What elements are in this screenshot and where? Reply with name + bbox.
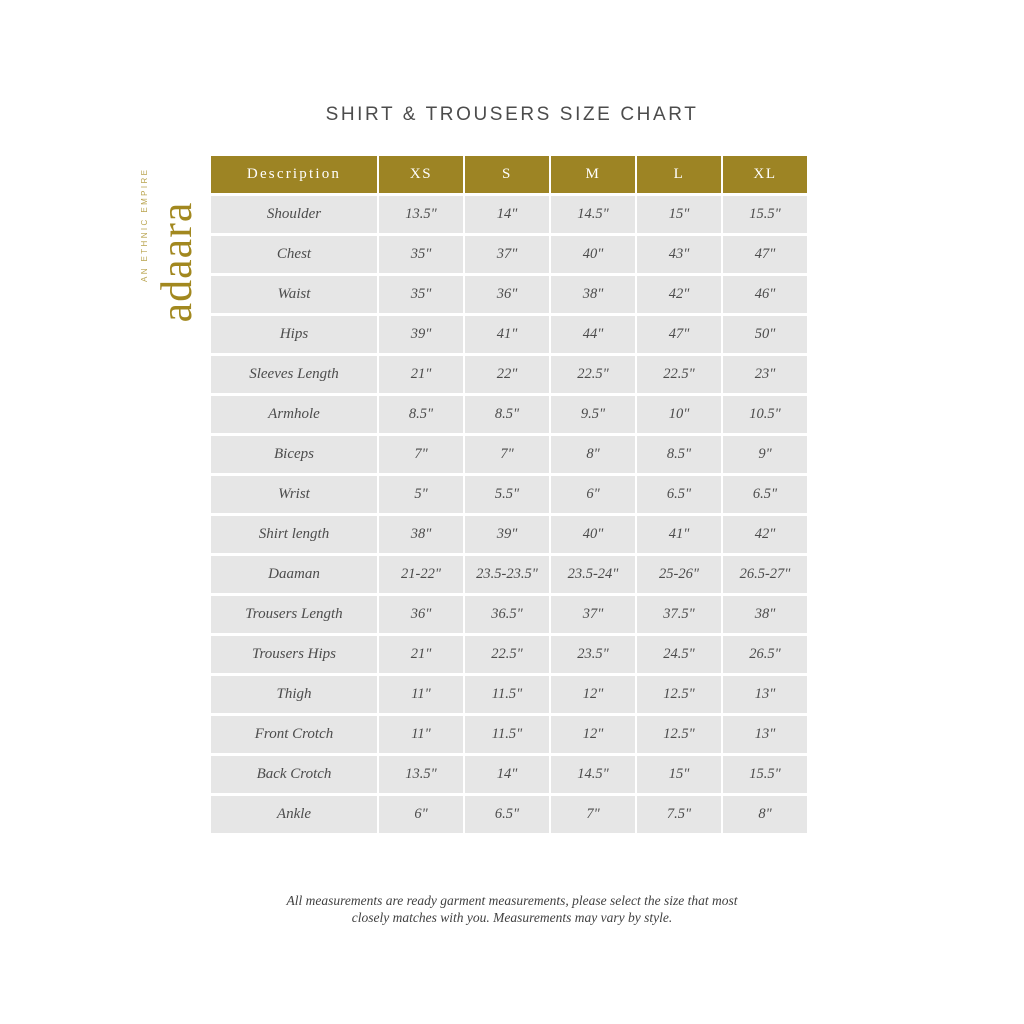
footnote [0, 893, 1024, 927]
cell-xl: 9" [723, 436, 807, 473]
table-row [211, 556, 807, 593]
cell-xs: 39" [379, 316, 463, 353]
cell-xl: 47" [723, 236, 807, 273]
cell-xl: 50" [723, 316, 807, 353]
table-row [211, 636, 807, 673]
brand-logo [140, 167, 202, 376]
table-body [211, 196, 807, 833]
cell-xs: 38" [379, 516, 463, 553]
table-row [211, 316, 807, 353]
cell-m: 23.5" [551, 636, 635, 673]
row-label: Ankle [211, 796, 377, 833]
column-header-description: Description [211, 156, 377, 193]
cell-m: 37" [551, 596, 635, 633]
table-row [211, 596, 807, 633]
cell-s: 37" [465, 236, 549, 273]
cell-s: 7" [465, 436, 549, 473]
cell-l: 10" [637, 396, 721, 433]
cell-l: 42" [637, 276, 721, 313]
table-row [211, 796, 807, 833]
cell-m: 14.5" [551, 196, 635, 233]
cell-xs: 21" [379, 356, 463, 393]
cell-xl: 26.5" [723, 636, 807, 673]
footnote-line-2: closely matches with you. Measurements may vary by style. [351, 909, 673, 925]
table-row [211, 676, 807, 713]
page-title: SHIRT & TROUSERS SIZE CHART [325, 104, 699, 125]
cell-s: 14" [465, 196, 549, 233]
cell-xs: 11" [379, 676, 463, 713]
table-row [211, 196, 807, 233]
cell-xs: 35" [379, 236, 463, 273]
table-row [211, 716, 807, 753]
cell-l: 8.5" [637, 436, 721, 473]
cell-xs: 5" [379, 476, 463, 513]
cell-xs: 13.5" [379, 756, 463, 793]
table-row [211, 236, 807, 273]
cell-m: 38" [551, 276, 635, 313]
cell-s: 39" [465, 516, 549, 553]
cell-xl: 26.5-27" [723, 556, 807, 593]
cell-s: 36.5" [465, 596, 549, 633]
table-row [211, 476, 807, 513]
cell-xs: 8.5" [379, 396, 463, 433]
cell-s: 23.5-23.5" [465, 556, 549, 593]
cell-l: 43" [637, 236, 721, 273]
row-label: Front Crotch [211, 716, 377, 753]
footnote-line-1: All measurements are ready garment measurements, please select the size that most [286, 893, 738, 908]
cell-l: 12.5" [637, 716, 721, 753]
cell-xs: 7" [379, 436, 463, 473]
row-label: Chest [211, 236, 377, 273]
cell-m: 12" [551, 716, 635, 753]
cell-m: 8" [551, 436, 635, 473]
column-header-xs: XS [379, 156, 463, 193]
cell-l: 15" [637, 196, 721, 233]
cell-m: 14.5" [551, 756, 635, 793]
row-label: Shoulder [211, 196, 377, 233]
cell-xl: 46" [723, 276, 807, 313]
cell-xl: 8" [723, 796, 807, 833]
cell-l: 47" [637, 316, 721, 353]
column-header-xl: XL [723, 156, 807, 193]
row-label: Hips [211, 316, 377, 353]
cell-xl: 15.5" [723, 756, 807, 793]
table-row [211, 436, 807, 473]
size-table [209, 153, 809, 836]
row-label: Thigh [211, 676, 377, 713]
cell-m: 40" [551, 516, 635, 553]
table-row [211, 276, 807, 313]
cell-xs: 13.5" [379, 196, 463, 233]
cell-xl: 6.5" [723, 476, 807, 513]
row-label: Waist [211, 276, 377, 313]
row-label: Biceps [211, 436, 377, 473]
row-label: Sleeves Length [211, 356, 377, 393]
cell-s: 5.5" [465, 476, 549, 513]
table-row [211, 756, 807, 793]
cell-m: 6" [551, 476, 635, 513]
cell-xs: 36" [379, 596, 463, 633]
cell-xl: 13" [723, 676, 807, 713]
cell-m: 40" [551, 236, 635, 273]
cell-l: 22.5" [637, 356, 721, 393]
cell-m: 12" [551, 676, 635, 713]
table-header-row [211, 156, 807, 193]
cell-xl: 15.5" [723, 196, 807, 233]
cell-xs: 35" [379, 276, 463, 313]
cell-s: 8.5" [465, 396, 549, 433]
cell-l: 12.5" [637, 676, 721, 713]
cell-xs: 21" [379, 636, 463, 673]
column-header-s: S [465, 156, 549, 193]
cell-xs: 6" [379, 796, 463, 833]
row-label: Armhole [211, 396, 377, 433]
cell-m: 7" [551, 796, 635, 833]
row-label: Trousers Length [211, 596, 377, 633]
cell-l: 7.5" [637, 796, 721, 833]
row-label: Wrist [211, 476, 377, 513]
cell-s: 11.5" [465, 716, 549, 753]
brand-name: adaara [152, 201, 201, 323]
size-table-container [209, 153, 805, 836]
cell-m: 9.5" [551, 396, 635, 433]
row-label: Back Crotch [211, 756, 377, 793]
cell-m: 22.5" [551, 356, 635, 393]
cell-xl: 38" [723, 596, 807, 633]
cell-s: 11.5" [465, 676, 549, 713]
cell-l: 15" [637, 756, 721, 793]
row-label: Shirt length [211, 516, 377, 553]
cell-s: 6.5" [465, 796, 549, 833]
table-row [211, 396, 807, 433]
cell-xl: 42" [723, 516, 807, 553]
cell-s: 22" [465, 356, 549, 393]
cell-xs: 21-22" [379, 556, 463, 593]
row-label: Daaman [211, 556, 377, 593]
cell-s: 41" [465, 316, 549, 353]
cell-m: 44" [551, 316, 635, 353]
table-header [211, 156, 807, 193]
row-label: Trousers Hips [211, 636, 377, 673]
table-row [211, 516, 807, 553]
cell-xl: 13" [723, 716, 807, 753]
cell-xl: 10.5" [723, 396, 807, 433]
cell-s: 36" [465, 276, 549, 313]
cell-s: 14" [465, 756, 549, 793]
cell-xl: 23" [723, 356, 807, 393]
cell-l: 24.5" [637, 636, 721, 673]
cell-m: 23.5-24" [551, 556, 635, 593]
cell-l: 6.5" [637, 476, 721, 513]
brand-tagline: AN ETHNIC EMPIRE [140, 167, 149, 282]
cell-xs: 11" [379, 716, 463, 753]
table-row [211, 356, 807, 393]
column-header-l: L [637, 156, 721, 193]
cell-s: 22.5" [465, 636, 549, 673]
column-header-m: M [551, 156, 635, 193]
cell-l: 25-26" [637, 556, 721, 593]
cell-l: 41" [637, 516, 721, 553]
cell-l: 37.5" [637, 596, 721, 633]
